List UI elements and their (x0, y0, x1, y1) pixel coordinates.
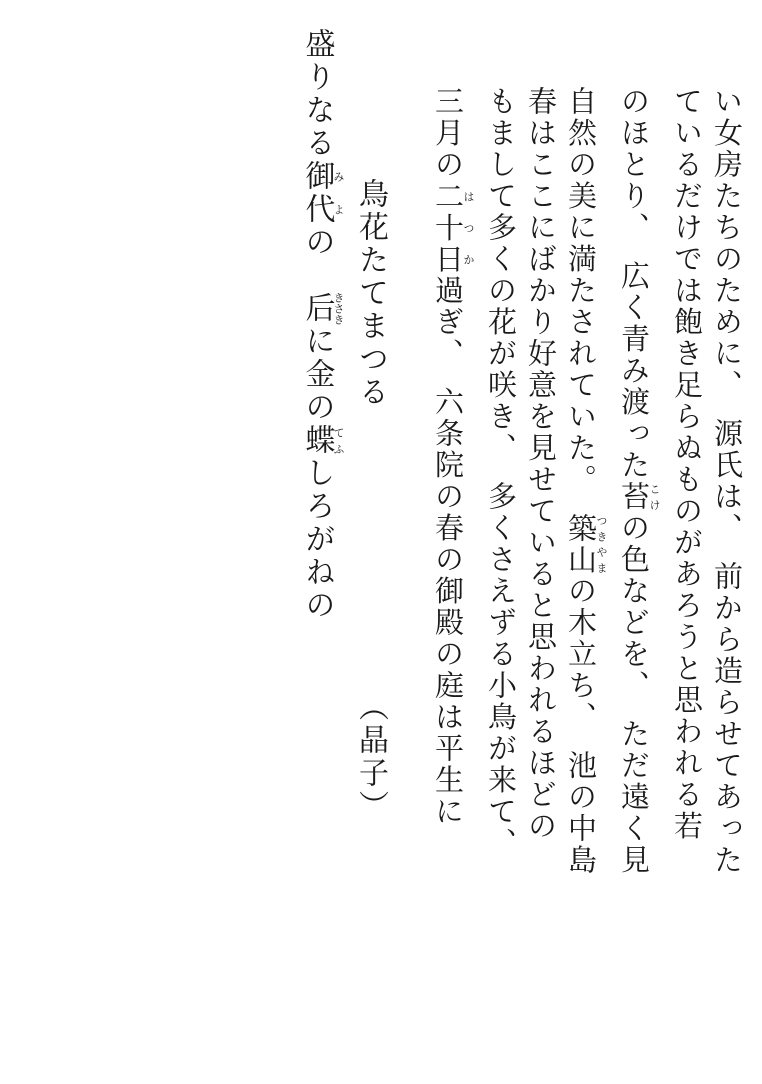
ruby-koke: 苔 こけ (617, 481, 660, 513)
ruby-hatsuka: 二十日 はつか (431, 180, 474, 275)
body-column-4: 自然の美に満たされていた。 築山 つきやまの木立ち、 池の中島 (564, 86, 607, 876)
body-column-3: 春はここにばかり好意を見せていると思われるほどの (524, 86, 556, 842)
body-column-6: ているだけでは飽き足らぬものがあろうと思われる若 (670, 86, 702, 842)
body-column-1: 三月の二十日 はつか過ぎ、 六条院の春の御殿の庭は平生に (431, 86, 474, 828)
ruby-tsukiyama: 築山 つきやま (564, 512, 607, 576)
body-column-2: もまして多くの花が咲き、 多くさえずる小鳥が来て、 (484, 86, 516, 859)
vertical-text-block (291, 28, 741, 934)
body-column-5: のほとり、 広く青み渡った苔 こけの色などを、 ただ遠く見 (617, 86, 660, 876)
poem-line-1: 盛りなる御代みよの 后きさきに金の蝶てふしろがねの (300, 28, 344, 622)
ruby-tefu: 蝶てふ (300, 424, 344, 457)
body-column-7: い女房たちのために、 源氏は、 前から造らせてあった (710, 86, 742, 876)
poem-line-2: 鳥花たてまつる （晶子） (354, 178, 387, 823)
ruby-miyo: 御代みよ (300, 160, 344, 226)
ruby-kisaki: 后きさき (300, 292, 344, 325)
